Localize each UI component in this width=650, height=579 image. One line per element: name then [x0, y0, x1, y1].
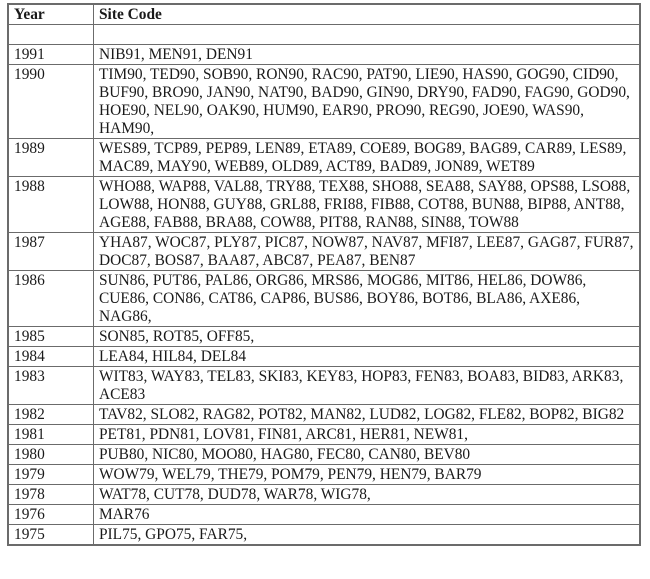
- site-codes-cell: TAV82, SLO82, RAG82, POT82, MAN82, LUD82, LOG82, FLE82, BOP82, BIG82: [94, 405, 641, 425]
- table-row: [8, 445, 640, 465]
- site-codes-cell: PUB80, NIC80, MOO80, HAG80, FEC80, CAN80, BEV80: [94, 445, 641, 465]
- blank-cell: [94, 25, 641, 45]
- year-cell: 1983: [8, 367, 94, 405]
- year-cell: 1987: [8, 233, 94, 271]
- header-row: [8, 4, 640, 25]
- year-cell: 1978: [8, 485, 94, 505]
- blank-cell: [8, 25, 94, 45]
- year-cell: 1981: [8, 425, 94, 445]
- table-row: [8, 177, 640, 233]
- table-row: [8, 347, 640, 367]
- year-cell: 1975: [8, 525, 94, 546]
- site-codes-cell: WES89, TCP89, PEP89, LEN89, ETA89, COE89, BOG89, BAG89, CAR89, LES89, MAC89, MAY90, WEB89, OLD89, ACT89, BAD89, JON89, WET89: [94, 139, 641, 177]
- year-cell: 1979: [8, 465, 94, 485]
- site-codes-cell: SON85, ROT85, OFF85,: [94, 327, 641, 347]
- year-cell: 1982: [8, 405, 94, 425]
- table-row: [8, 505, 640, 525]
- table-row: [8, 525, 640, 546]
- year-cell: 1976: [8, 505, 94, 525]
- site-codes-cell: MAR76: [94, 505, 641, 525]
- table-row: [8, 45, 640, 65]
- site-codes-cell: PIL75, GPO75, FAR75,: [94, 525, 641, 546]
- header-site-code: Site Code: [94, 4, 641, 25]
- site-codes-cell: WAT78, CUT78, DUD78, WAR78, WIG78,: [94, 485, 641, 505]
- site-codes-cell: WOW79, WEL79, THE79, POM79, PEN79, HEN79, BAR79: [94, 465, 641, 485]
- year-cell: 1988: [8, 177, 94, 233]
- year-cell: 1986: [8, 271, 94, 327]
- year-cell: 1980: [8, 445, 94, 465]
- table-row: [8, 405, 640, 425]
- table-row: [8, 485, 640, 505]
- table-row: [8, 233, 640, 271]
- table-row: [8, 465, 640, 485]
- table-row: [8, 327, 640, 347]
- table-row: [8, 139, 640, 177]
- site-codes-cell: YHA87, WOC87, PLY87, PIC87, NOW87, NAV87, MFI87, LEE87, GAG87, FUR87, DOC87, BOS87, BAA87, ABC87, PEA87, BEN87: [94, 233, 641, 271]
- site-codes-cell: SUN86, PUT86, PAL86, ORG86, MRS86, MOG86, MIT86, HEL86, DOW86, CUE86, CON86, CAT86, CAP86, BUS86, BOY86, BOT86, BLA86, AXE86, NAG86,: [94, 271, 641, 327]
- blank-row: [8, 25, 640, 45]
- site-code-table-container: [7, 3, 641, 546]
- year-cell: 1990: [8, 65, 94, 139]
- site-codes-cell: TIM90, TED90, SOB90, RON90, RAC90, PAT90, LIE90, HAS90, GOG90, CID90, BUF90, BRO90, JAN90, NAT90, BAD90, GIN90, DRY90, FAD90, FAG90, GOD90, HOE90, NEL90, OAK90, HUM90, EAR90, PRO90, REG90, JOE90, WAS90, HAM90,: [94, 65, 641, 139]
- site-codes-cell: LEA84, HIL84, DEL84: [94, 347, 641, 367]
- year-cell: 1989: [8, 139, 94, 177]
- table-row: [8, 367, 640, 405]
- header-year: Year: [8, 4, 94, 25]
- table-row: [8, 271, 640, 327]
- year-cell: 1985: [8, 327, 94, 347]
- site-codes-cell: NIB91, MEN91, DEN91: [94, 45, 641, 65]
- site-codes-cell: PET81, PDN81, LOV81, FIN81, ARC81, HER81, NEW81,: [94, 425, 641, 445]
- site-codes-cell: WHO88, WAP88, VAL88, TRY88, TEX88, SHO88, SEA88, SAY88, OPS88, LSO88, LOW88, HON88, GUY88, GRL88, FRI88, FIB88, COT88, BUN88, BIP88, ANT88, AGE88, FAB88, BRA88, COW88, PIT88, RAN88, SIN88, TOW88: [94, 177, 641, 233]
- table-row: [8, 65, 640, 139]
- year-cell: 1984: [8, 347, 94, 367]
- table-row: [8, 425, 640, 445]
- site-code-table: [7, 3, 641, 546]
- site-codes-cell: WIT83, WAY83, TEL83, SKI83, KEY83, HOP83, FEN83, BOA83, BID83, ARK83, ACE83: [94, 367, 641, 405]
- year-cell: 1991: [8, 45, 94, 65]
